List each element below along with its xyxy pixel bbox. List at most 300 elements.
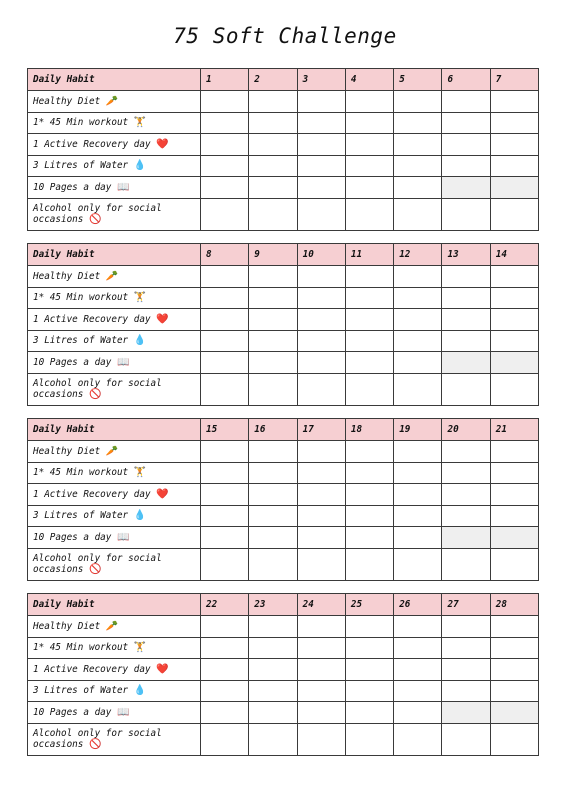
checkbox-cell[interactable] xyxy=(490,548,538,580)
carrot-icon: 🥕 xyxy=(105,445,119,457)
droplet-icon: 💧 xyxy=(133,510,147,522)
checkbox-cell[interactable] xyxy=(249,177,297,199)
habit-label-text: Healthy Diet xyxy=(33,270,101,282)
checkbox-cell[interactable] xyxy=(490,462,538,484)
checkbox-cell[interactable] xyxy=(249,287,297,309)
table-header-row xyxy=(28,244,539,266)
checkbox-cell[interactable] xyxy=(201,352,249,374)
day-header: 15 xyxy=(201,419,249,441)
checkbox-cell[interactable] xyxy=(394,484,442,506)
checkbox-cell[interactable] xyxy=(297,287,345,309)
checkbox-cell[interactable] xyxy=(297,352,345,374)
habit-label-text: 1* 45 Min workout xyxy=(33,117,129,129)
weightlifter-icon: 🏋 xyxy=(133,117,147,129)
checkbox-cell[interactable] xyxy=(490,112,538,134)
checkbox-cell[interactable] xyxy=(297,702,345,724)
table-row xyxy=(28,659,539,681)
checkbox-cell[interactable] xyxy=(249,352,297,374)
habit-label-text: 3 Litres of Water xyxy=(33,685,129,697)
checkbox-cell[interactable] xyxy=(442,112,490,134)
table-row xyxy=(28,484,539,506)
checkbox-cell[interactable] xyxy=(490,91,538,113)
day-header: 1 xyxy=(201,69,249,91)
week-table-4 xyxy=(27,593,539,756)
checkbox-cell[interactable] xyxy=(297,91,345,113)
checkbox-cell[interactable] xyxy=(394,616,442,638)
checkbox-cell[interactable] xyxy=(442,352,490,374)
carrot-icon: 🥕 xyxy=(105,270,119,282)
habit-label-text: 1* 45 Min workout xyxy=(33,467,129,479)
table-header-row xyxy=(28,594,539,616)
checkbox-cell[interactable] xyxy=(442,309,490,331)
table-row xyxy=(28,177,539,199)
week-table-3 xyxy=(27,418,539,581)
table-row xyxy=(28,91,539,113)
table-row xyxy=(28,287,539,309)
checkbox-cell[interactable] xyxy=(490,680,538,702)
day-header: 27 xyxy=(442,594,490,616)
habit-label xyxy=(28,91,201,113)
checkbox-cell[interactable] xyxy=(249,112,297,134)
checkbox-cell[interactable] xyxy=(297,134,345,156)
daily-habit-header: Daily Habit xyxy=(28,69,201,91)
habit-label-text: 10 Pages a day xyxy=(33,531,112,543)
checkbox-cell[interactable] xyxy=(345,198,393,230)
checkbox-cell[interactable] xyxy=(201,198,249,230)
checkbox-cell[interactable] xyxy=(442,373,490,405)
day-header: 19 xyxy=(394,419,442,441)
checkbox-cell[interactable] xyxy=(249,91,297,113)
checkbox-cell[interactable] xyxy=(345,112,393,134)
habit-label-text: 1 Active Recovery day xyxy=(33,138,151,150)
habit-label xyxy=(28,616,201,638)
table-row xyxy=(28,266,539,288)
habit-label-text: 1 Active Recovery day xyxy=(33,663,151,675)
checkbox-cell[interactable] xyxy=(297,659,345,681)
checkbox-cell[interactable] xyxy=(201,702,249,724)
checkbox-cell[interactable] xyxy=(297,637,345,659)
day-header: 5 xyxy=(394,69,442,91)
table-row xyxy=(28,155,539,177)
checkbox-cell[interactable] xyxy=(394,155,442,177)
weightlifter-icon: 🏋 xyxy=(133,292,147,304)
checkbox-cell[interactable] xyxy=(490,155,538,177)
habit-label xyxy=(28,637,201,659)
checkbox-cell[interactable] xyxy=(201,484,249,506)
weightlifter-icon: 🏋 xyxy=(133,467,147,479)
checkbox-cell[interactable] xyxy=(442,441,490,463)
checkbox-cell[interactable] xyxy=(201,462,249,484)
checkbox-cell[interactable] xyxy=(490,266,538,288)
prohibited-icon: 🚫 xyxy=(88,564,102,575)
checkbox-cell[interactable] xyxy=(249,505,297,527)
checkbox-cell[interactable] xyxy=(345,373,393,405)
habit-label xyxy=(28,155,201,177)
checkbox-cell[interactable] xyxy=(201,723,249,755)
checkbox-cell[interactable] xyxy=(201,266,249,288)
checkbox-cell[interactable] xyxy=(201,527,249,549)
checkbox-cell[interactable] xyxy=(442,527,490,549)
checkbox-cell[interactable] xyxy=(201,112,249,134)
day-header: 24 xyxy=(297,594,345,616)
checkbox-cell[interactable] xyxy=(394,177,442,199)
checkbox-cell[interactable] xyxy=(297,723,345,755)
checkbox-cell[interactable] xyxy=(297,484,345,506)
open-book-icon: 📖 xyxy=(116,706,130,718)
checkbox-cell[interactable] xyxy=(442,484,490,506)
habit-label-text: 10 Pages a day xyxy=(33,181,112,193)
checkbox-cell[interactable] xyxy=(201,659,249,681)
habit-label-text: Alcohol only for social occasions xyxy=(33,553,162,575)
checkbox-cell[interactable] xyxy=(201,505,249,527)
table-row xyxy=(28,548,539,580)
heart-icon: ❤️ xyxy=(156,488,169,500)
checkbox-cell[interactable] xyxy=(394,548,442,580)
checkbox-cell[interactable] xyxy=(249,702,297,724)
checkbox-cell[interactable] xyxy=(201,287,249,309)
checkbox-cell[interactable] xyxy=(442,680,490,702)
checkbox-cell[interactable] xyxy=(442,177,490,199)
checkbox-cell[interactable] xyxy=(442,134,490,156)
checkbox-cell[interactable] xyxy=(394,134,442,156)
checkbox-cell[interactable] xyxy=(201,177,249,199)
checkbox-cell[interactable] xyxy=(297,177,345,199)
habit-label-text: Alcohol only for social occasions xyxy=(33,378,162,400)
checkbox-cell[interactable] xyxy=(490,659,538,681)
carrot-icon: 🥕 xyxy=(105,95,119,107)
checkbox-cell[interactable] xyxy=(201,330,249,352)
checkbox-cell[interactable] xyxy=(394,91,442,113)
day-header: 10 xyxy=(297,244,345,266)
checkbox-cell[interactable] xyxy=(345,309,393,331)
checkbox-cell[interactable] xyxy=(249,155,297,177)
habit-label xyxy=(28,352,201,374)
day-header: 22 xyxy=(201,594,249,616)
checkbox-cell[interactable] xyxy=(490,505,538,527)
checkbox-cell[interactable] xyxy=(345,352,393,374)
day-header: 23 xyxy=(249,594,297,616)
day-header: 7 xyxy=(490,69,538,91)
day-header: 16 xyxy=(249,419,297,441)
checkbox-cell[interactable] xyxy=(442,505,490,527)
table-row xyxy=(28,441,539,463)
checkbox-cell[interactable] xyxy=(345,287,393,309)
checkbox-cell[interactable] xyxy=(297,462,345,484)
carrot-icon: 🥕 xyxy=(105,620,119,632)
checkbox-cell[interactable] xyxy=(490,723,538,755)
week-table-1 xyxy=(27,68,539,231)
checkbox-cell[interactable] xyxy=(249,484,297,506)
open-book-icon: 📖 xyxy=(116,356,130,368)
checkbox-cell[interactable] xyxy=(490,484,538,506)
checkbox-cell[interactable] xyxy=(249,616,297,638)
habit-label xyxy=(28,723,201,755)
checkbox-cell[interactable] xyxy=(249,198,297,230)
checkbox-cell[interactable] xyxy=(442,91,490,113)
checkbox-cell[interactable] xyxy=(249,309,297,331)
checkbox-cell[interactable] xyxy=(249,527,297,549)
checkbox-cell[interactable] xyxy=(345,441,393,463)
checkbox-cell[interactable] xyxy=(297,505,345,527)
day-header: 25 xyxy=(345,594,393,616)
checkbox-cell[interactable] xyxy=(345,134,393,156)
checkbox-cell[interactable] xyxy=(490,702,538,724)
checkbox-cell[interactable] xyxy=(201,680,249,702)
week-table-2 xyxy=(27,243,539,406)
checkbox-cell[interactable] xyxy=(490,134,538,156)
table-row xyxy=(28,616,539,638)
habit-label xyxy=(28,373,201,405)
checkbox-cell[interactable] xyxy=(345,91,393,113)
habit-label-text: 1 Active Recovery day xyxy=(33,488,151,500)
checkbox-cell[interactable] xyxy=(345,659,393,681)
checkbox-cell[interactable] xyxy=(442,266,490,288)
checkbox-cell[interactable] xyxy=(490,373,538,405)
day-header: 13 xyxy=(442,244,490,266)
table-header-row xyxy=(28,69,539,91)
open-book-icon: 📖 xyxy=(116,531,130,543)
checkbox-cell[interactable] xyxy=(490,309,538,331)
daily-habit-header: Daily Habit xyxy=(28,419,201,441)
habit-label xyxy=(28,505,201,527)
checkbox-cell[interactable] xyxy=(249,266,297,288)
checkbox-cell[interactable] xyxy=(297,527,345,549)
checkbox-cell[interactable] xyxy=(201,637,249,659)
checkbox-cell[interactable] xyxy=(297,155,345,177)
checkbox-cell[interactable] xyxy=(345,616,393,638)
checkbox-cell[interactable] xyxy=(297,266,345,288)
droplet-icon: 💧 xyxy=(133,685,147,697)
checkbox-cell[interactable] xyxy=(345,484,393,506)
habit-label xyxy=(28,266,201,288)
habit-label xyxy=(28,112,201,134)
checkbox-cell[interactable] xyxy=(442,548,490,580)
heart-icon: ❤️ xyxy=(156,138,169,150)
checkbox-cell[interactable] xyxy=(297,330,345,352)
checkbox-cell[interactable] xyxy=(442,287,490,309)
checkbox-cell[interactable] xyxy=(394,198,442,230)
checkbox-cell[interactable] xyxy=(201,155,249,177)
day-header: 17 xyxy=(297,419,345,441)
checkbox-cell[interactable] xyxy=(442,702,490,724)
checkbox-cell[interactable] xyxy=(297,441,345,463)
checkbox-cell[interactable] xyxy=(297,548,345,580)
checkbox-cell[interactable] xyxy=(394,112,442,134)
table-row xyxy=(28,637,539,659)
checkbox-cell[interactable] xyxy=(490,637,538,659)
habit-label-text: 1* 45 Min workout xyxy=(33,292,129,304)
habit-label-text: 1 Active Recovery day xyxy=(33,313,151,325)
day-header: 20 xyxy=(442,419,490,441)
weightlifter-icon: 🏋 xyxy=(133,642,147,654)
checkbox-cell[interactable] xyxy=(394,505,442,527)
habit-label xyxy=(28,484,201,506)
checkbox-cell[interactable] xyxy=(297,112,345,134)
day-header: 3 xyxy=(297,69,345,91)
checkbox-cell[interactable] xyxy=(490,616,538,638)
day-header: 8 xyxy=(201,244,249,266)
checkbox-cell[interactable] xyxy=(490,527,538,549)
checkbox-cell[interactable] xyxy=(490,198,538,230)
page-title: 75 Soft Challenge xyxy=(173,24,397,48)
checkbox-cell[interactable] xyxy=(394,680,442,702)
habit-label xyxy=(28,177,201,199)
checkbox-cell[interactable] xyxy=(442,198,490,230)
checkbox-cell[interactable] xyxy=(442,462,490,484)
habit-label-text: 3 Litres of Water xyxy=(33,160,129,172)
checkbox-cell[interactable] xyxy=(490,287,538,309)
checkbox-cell[interactable] xyxy=(345,330,393,352)
day-header: 12 xyxy=(394,244,442,266)
checkbox-cell[interactable] xyxy=(345,462,393,484)
checkbox-cell[interactable] xyxy=(490,352,538,374)
checkbox-cell[interactable] xyxy=(490,441,538,463)
checkbox-cell[interactable] xyxy=(394,637,442,659)
checkbox-cell[interactable] xyxy=(345,702,393,724)
habit-label-text: 1* 45 Min workout xyxy=(33,642,129,654)
heart-icon: ❤️ xyxy=(156,663,169,675)
checkbox-cell[interactable] xyxy=(297,198,345,230)
habit-label xyxy=(28,527,201,549)
habit-label-text: 3 Litres of Water xyxy=(33,510,129,522)
habit-label xyxy=(28,287,201,309)
daily-habit-header: Daily Habit xyxy=(28,594,201,616)
table-row xyxy=(28,309,539,331)
checkbox-cell[interactable] xyxy=(345,637,393,659)
checkbox-cell[interactable] xyxy=(442,155,490,177)
habit-label xyxy=(28,548,201,580)
checkbox-cell[interactable] xyxy=(442,723,490,755)
checkbox-cell[interactable] xyxy=(442,616,490,638)
prohibited-icon: 🚫 xyxy=(88,739,102,750)
table-row xyxy=(28,505,539,527)
table-row xyxy=(28,680,539,702)
checkbox-cell[interactable] xyxy=(249,723,297,755)
checkbox-cell[interactable] xyxy=(394,266,442,288)
habit-label-text: Alcohol only for social occasions xyxy=(33,728,162,750)
habit-label-text: Alcohol only for social occasions xyxy=(33,203,162,225)
habit-label-text: Healthy Diet xyxy=(33,95,101,107)
habit-label xyxy=(28,680,201,702)
habit-label xyxy=(28,309,201,331)
checkbox-cell[interactable] xyxy=(201,309,249,331)
habit-label xyxy=(28,659,201,681)
checkbox-cell[interactable] xyxy=(442,637,490,659)
checkbox-cell[interactable] xyxy=(345,177,393,199)
table-row xyxy=(28,527,539,549)
checkbox-cell[interactable] xyxy=(249,373,297,405)
checkbox-cell[interactable] xyxy=(394,287,442,309)
checkbox-cell[interactable] xyxy=(297,373,345,405)
checkbox-cell[interactable] xyxy=(201,134,249,156)
droplet-icon: 💧 xyxy=(133,160,147,172)
habit-label xyxy=(28,330,201,352)
habit-label-text: Healthy Diet xyxy=(33,620,101,632)
checkbox-cell[interactable] xyxy=(297,616,345,638)
checkbox-cell[interactable] xyxy=(394,702,442,724)
habit-label xyxy=(28,441,201,463)
habit-label xyxy=(28,702,201,724)
prohibited-icon: 🚫 xyxy=(88,214,102,225)
checkbox-cell[interactable] xyxy=(345,548,393,580)
checkbox-cell[interactable] xyxy=(249,659,297,681)
checkbox-cell[interactable] xyxy=(345,680,393,702)
habit-label-text: Healthy Diet xyxy=(33,445,101,457)
checkbox-cell[interactable] xyxy=(394,527,442,549)
day-header: 21 xyxy=(490,419,538,441)
checkbox-cell[interactable] xyxy=(394,309,442,331)
checkbox-cell[interactable] xyxy=(249,441,297,463)
droplet-icon: 💧 xyxy=(133,335,147,347)
checkbox-cell[interactable] xyxy=(249,680,297,702)
checkbox-cell[interactable] xyxy=(249,462,297,484)
table-row xyxy=(28,723,539,755)
checkbox-cell[interactable] xyxy=(394,373,442,405)
heart-icon: ❤️ xyxy=(156,313,169,325)
day-header: 11 xyxy=(345,244,393,266)
day-header: 6 xyxy=(442,69,490,91)
checkbox-cell[interactable] xyxy=(345,505,393,527)
checkbox-cell[interactable] xyxy=(297,680,345,702)
day-header: 26 xyxy=(394,594,442,616)
table-row xyxy=(28,330,539,352)
prohibited-icon: 🚫 xyxy=(88,389,102,400)
checkbox-cell[interactable] xyxy=(249,548,297,580)
habit-label-text: 10 Pages a day xyxy=(33,706,112,718)
checkbox-cell[interactable] xyxy=(490,330,538,352)
habit-label xyxy=(28,134,201,156)
checkbox-cell[interactable] xyxy=(201,616,249,638)
table-row xyxy=(28,112,539,134)
day-header: 14 xyxy=(490,244,538,266)
table-row xyxy=(28,198,539,230)
checkbox-cell[interactable] xyxy=(345,527,393,549)
table-row xyxy=(28,462,539,484)
table-row xyxy=(28,134,539,156)
daily-habit-header: Daily Habit xyxy=(28,244,201,266)
checkbox-cell[interactable] xyxy=(345,266,393,288)
habit-label xyxy=(28,198,201,230)
checkbox-cell[interactable] xyxy=(249,330,297,352)
day-header: 18 xyxy=(345,419,393,441)
table-row xyxy=(28,373,539,405)
checkbox-cell[interactable] xyxy=(394,462,442,484)
checkbox-cell[interactable] xyxy=(442,659,490,681)
checkbox-cell[interactable] xyxy=(394,352,442,374)
checkbox-cell[interactable] xyxy=(490,177,538,199)
checkbox-cell[interactable] xyxy=(249,134,297,156)
checkbox-cell[interactable] xyxy=(201,91,249,113)
checkbox-cell[interactable] xyxy=(394,723,442,755)
day-header: 4 xyxy=(345,69,393,91)
checkbox-cell[interactable] xyxy=(394,441,442,463)
checkbox-cell[interactable] xyxy=(394,659,442,681)
checkbox-cell[interactable] xyxy=(345,723,393,755)
checkbox-cell[interactable] xyxy=(345,155,393,177)
day-header: 28 xyxy=(490,594,538,616)
habit-label-text: 3 Litres of Water xyxy=(33,335,129,347)
open-book-icon: 📖 xyxy=(116,181,130,193)
checkbox-cell[interactable] xyxy=(201,548,249,580)
checkbox-cell[interactable] xyxy=(201,373,249,405)
day-header: 9 xyxy=(249,244,297,266)
checkbox-cell[interactable] xyxy=(201,441,249,463)
checkbox-cell[interactable] xyxy=(442,330,490,352)
checkbox-cell[interactable] xyxy=(394,330,442,352)
checkbox-cell[interactable] xyxy=(249,637,297,659)
checkbox-cell[interactable] xyxy=(297,309,345,331)
habit-label-text: 10 Pages a day xyxy=(33,356,112,368)
